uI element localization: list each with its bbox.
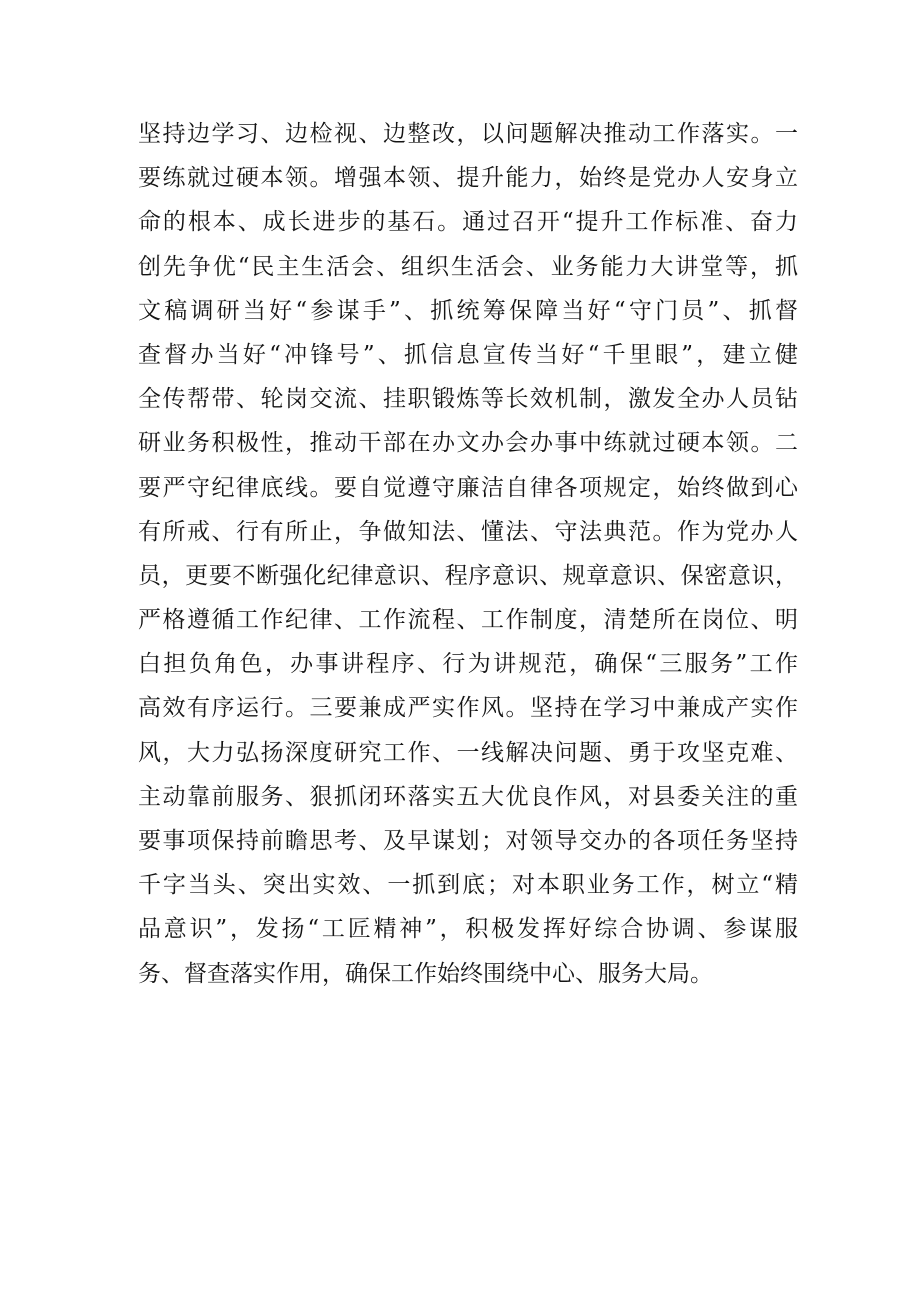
- text-line: 千字当头、突出实效、一抓到底；对本职业务工作，树立“精: [138, 872, 798, 899]
- text-line: 高效有序运行。三要兼成严实作风。坚持在学习中兼成产实作: [138, 695, 798, 722]
- text-line: 白担负角色，办事讲程序、行为讲规范，确保“三服务”工作: [138, 651, 798, 678]
- text-line: 风，大力弘扬深度研究工作、一线解决问题、勇于攻坚克难、: [138, 739, 798, 766]
- text-line: 文稿调研当好“参谋手”、抓统筹保障当好“守门员”、抓督: [138, 297, 798, 324]
- text-line: 创先争优“民主生活会、组织生活会、业务能力大讲堂等，抓: [138, 253, 798, 280]
- text-line: 品意识”，发扬“工匠精神”，积极发挥好综合协调、参谋服: [138, 916, 798, 943]
- text-line: 要事项保持前瞻思考、及早谋划；对领导交办的各项任务坚持: [138, 828, 798, 854]
- text-line: 有所戒、行有所止，争做知法、懂法、守法典范。作为党办人: [138, 518, 798, 545]
- text-line: 严格遵循工作纪律、工作流程、工作制度，清楚所在岗位、明: [138, 607, 798, 634]
- text-line: 全传帮带、轮岗交流、挂职锻炼等长效机制，激发全办人员钻: [138, 386, 798, 413]
- text-line: 研业务积极性，推动干部在办文办会办事中练就过硬本领。二: [138, 430, 798, 457]
- body-paragraph: [138, 112, 798, 996]
- text-line-last: 务、督查落实作用，确保工作始终围绕中心、服务大局。: [138, 960, 713, 987]
- text-line: 查督办当好“冲锋号”、抓信息宣传当好“千里眼”，建立健: [138, 341, 798, 368]
- text-line: 主动靠前服务、狠抓闭环落实五大优良作风，对县委关注的重: [138, 783, 798, 810]
- text-line: 要练就过硬本领。增强本领、提升能力，始终是党办人安身立: [138, 165, 798, 192]
- text-line: 员，更要不断强化纪律意识、程序意识、规章意识、保密意识，: [138, 562, 798, 589]
- text-line: 命的根本、成长进步的基石。通过召开“提升工作标准、奋力: [138, 209, 798, 236]
- text-line: 要严守纪律底线。要自觉遵守廉洁自律各项规定，始终做到心: [138, 474, 798, 501]
- text-line: 坚持边学习、边检视、边整改，以问题解决推动工作落实。一: [138, 121, 798, 147]
